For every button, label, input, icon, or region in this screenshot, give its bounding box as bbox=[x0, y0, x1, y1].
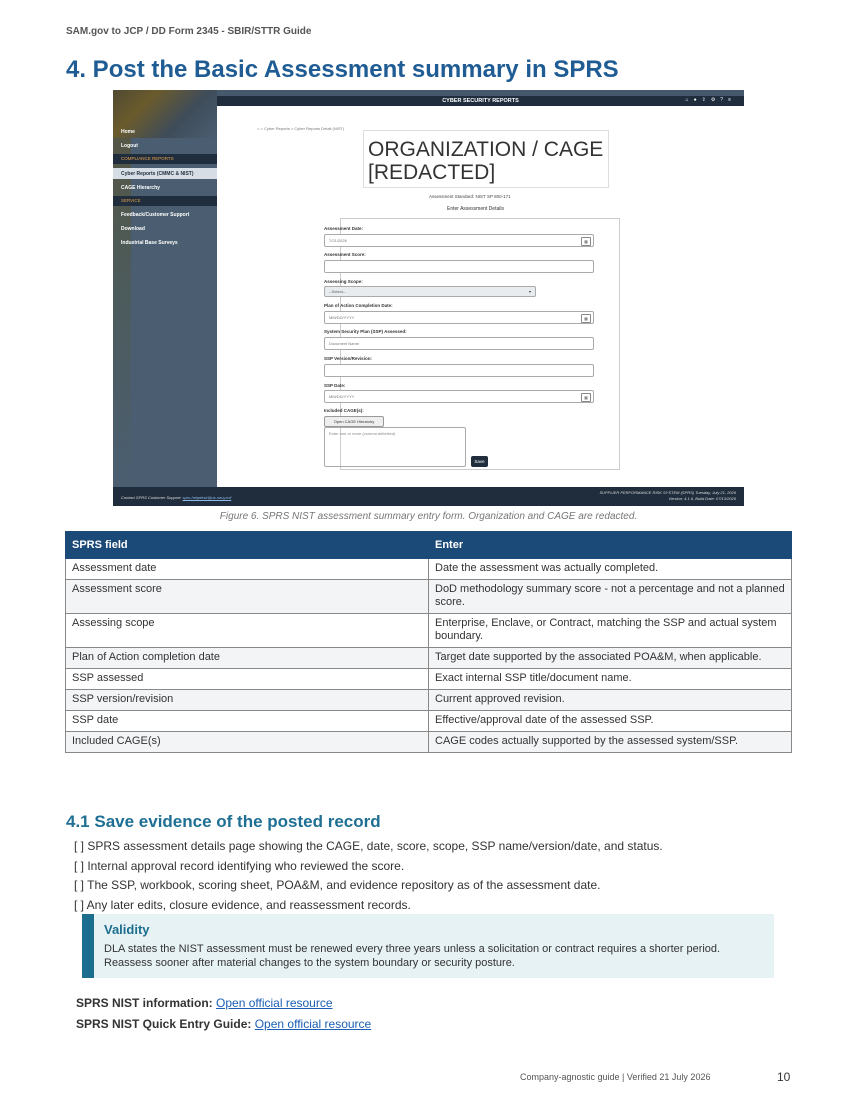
assessment-score-field[interactable] bbox=[324, 260, 594, 273]
subsection-title: 4.1 Save evidence of the posted record bbox=[66, 812, 381, 831]
resource-link[interactable]: Open official resource bbox=[254, 1017, 372, 1031]
sprs-footer bbox=[113, 487, 744, 506]
nav-cyber-reports[interactable] bbox=[113, 168, 217, 179]
table-row bbox=[66, 559, 792, 580]
open-cage-hierarchy-button[interactable]: Open CAGE Hierarchy bbox=[324, 416, 384, 427]
redaction-box: ORGANIZATION / CAGE [REDACTED] bbox=[363, 130, 609, 188]
field-cell: SSP date bbox=[66, 711, 429, 732]
field-cell: Assessment score bbox=[66, 580, 429, 614]
calendar-icon[interactable]: ▦ bbox=[581, 237, 591, 246]
nav-logout[interactable]: Logout bbox=[121, 143, 138, 149]
section-title: 4. Post the Basic Assessment summary in SPRS bbox=[66, 56, 619, 83]
poa-date-field[interactable] bbox=[324, 311, 594, 324]
system-date: SUPPLIER PERFORMANCE RISK SYSTEM (SPRS) Tuesday, July 21, 2026 bbox=[599, 490, 736, 495]
page-footer: Company-agnostic guide | Verified 21 July 2026 bbox=[520, 1072, 711, 1082]
validity-callout bbox=[82, 914, 774, 978]
table-row bbox=[66, 690, 792, 711]
resource-sprs-nist-info bbox=[76, 996, 333, 1010]
checklist-item: [ ] Internal approval record identifying who reviewed the score. bbox=[74, 858, 405, 873]
enter-cell: DoD methodology summary score - not a percentage and not a planned score. bbox=[429, 580, 792, 614]
nav-item-label: Cyber Reports (CMMC & NIST) bbox=[121, 171, 194, 177]
enter-cell: Effective/approval date of the assessed SSP. bbox=[429, 711, 792, 732]
resource-label: SPRS NIST Quick Entry Guide: bbox=[76, 1017, 252, 1031]
sprs-topbar bbox=[217, 96, 744, 106]
field-placeholder: MM/DD/YYYY bbox=[329, 315, 355, 320]
nav-download[interactable]: Download bbox=[121, 226, 145, 232]
nav-home[interactable]: Home bbox=[121, 129, 135, 135]
running-header: SAM.gov to JCP / DD Form 2345 - SBIR/STTR Guide bbox=[66, 26, 312, 37]
assessment-date-field[interactable] bbox=[324, 234, 594, 247]
field-cell: SSP assessed bbox=[66, 669, 429, 690]
resource-quick-entry-guide bbox=[76, 1017, 371, 1031]
resource-label: SPRS NIST information: bbox=[76, 996, 213, 1010]
included-cage-label: Included CAGE(s): bbox=[324, 408, 364, 413]
poa-date-label: Plan of Action Completion Date: bbox=[324, 303, 393, 308]
support-email-link[interactable]: sprs-helpdesk@us.navy.mil bbox=[182, 495, 232, 500]
sprs-main bbox=[217, 106, 744, 487]
table-row bbox=[66, 669, 792, 690]
page-number: 10 bbox=[777, 1070, 791, 1084]
user-icon[interactable]: ● bbox=[693, 97, 702, 103]
table-header-row bbox=[66, 532, 792, 559]
ssp-date-label: SSP Date: bbox=[324, 383, 346, 388]
table-row bbox=[66, 648, 792, 669]
ssp-date-field[interactable] bbox=[324, 390, 594, 403]
calendar-icon[interactable]: ▦ bbox=[581, 393, 591, 402]
assessment-date-label: Assessment Date: bbox=[324, 226, 364, 231]
breadcrumb[interactable]: ⌂ > Cyber Reports > Cyber Reports Detail (NIST) bbox=[257, 126, 345, 131]
field-cell: Included CAGE(s) bbox=[66, 732, 429, 753]
sprs-screenshot bbox=[113, 90, 744, 506]
save-button[interactable]: Save bbox=[471, 456, 488, 467]
chevron-down-icon: ▾ bbox=[528, 289, 531, 294]
ssp-version-field[interactable] bbox=[324, 364, 594, 377]
table-row bbox=[66, 614, 792, 648]
figure-caption: Figure 6. SPRS NIST assessment summary entry form. Organization and CAGE are redacted. bbox=[219, 511, 638, 522]
field-value: 7/21/2026 bbox=[329, 238, 347, 243]
select-value: --Select-- bbox=[329, 289, 346, 294]
home-icon[interactable]: ⌂ bbox=[685, 97, 694, 103]
field-placeholder: Document Name bbox=[329, 341, 360, 346]
nav-industrial-surveys[interactable]: Industrial Base Surveys bbox=[121, 240, 178, 246]
help-icon[interactable]: ? bbox=[720, 97, 729, 103]
column-header: Enter bbox=[429, 532, 792, 559]
calendar-icon[interactable]: ▦ bbox=[581, 314, 591, 323]
table-row bbox=[66, 580, 792, 614]
nav-category-compliance bbox=[113, 154, 217, 164]
included-cage-textarea[interactable] bbox=[324, 427, 466, 467]
assessment-score-label: Assessment Score: bbox=[324, 252, 366, 257]
callout-body: DLA states the NIST assessment must be renewed every three years unless a solicitation or contract requires a shorter period. Reassess sooner after material changes to the system boundary or security posture. bbox=[104, 943, 721, 969]
callout-title: Validity bbox=[104, 922, 150, 937]
enter-cell: CAGE codes actually supported by the assessed system/SSP. bbox=[429, 732, 792, 753]
ssp-version-label: SSP Version/Revision: bbox=[324, 356, 372, 361]
checklist-item: [ ] The SSP, workbook, scoring sheet, POA&M, and evidence repository as of the assessment date. bbox=[74, 878, 601, 892]
menu-icon[interactable]: ≡ bbox=[728, 97, 736, 103]
system-info bbox=[599, 490, 736, 502]
evidence-checklist bbox=[74, 839, 663, 917]
nav-feedback[interactable]: Feedback/Customer Support bbox=[121, 212, 190, 218]
field-placeholder: MM/DD/YYYY bbox=[329, 394, 355, 399]
table-row bbox=[66, 711, 792, 732]
app-title: CYBER SECURITY REPORTS bbox=[442, 97, 519, 104]
assessing-scope-label: Assessing Scope: bbox=[324, 279, 363, 284]
nav-category-service bbox=[113, 196, 217, 206]
sprs-field-table bbox=[65, 531, 792, 753]
resource-link[interactable]: Open official resource bbox=[216, 996, 333, 1010]
assessing-scope-select[interactable] bbox=[324, 286, 536, 297]
textarea-placeholder: Enter one or more (comma delimited) bbox=[329, 431, 396, 436]
ssp-assessed-field[interactable] bbox=[324, 337, 594, 350]
enter-cell: Date the assessment was actually completed. bbox=[429, 559, 792, 580]
field-cell: Plan of Action completion date bbox=[66, 648, 429, 669]
field-cell: Assessing scope bbox=[66, 614, 429, 648]
field-cell: Assessment date bbox=[66, 559, 429, 580]
nav-cage-hierarchy[interactable]: CAGE Hierarchy bbox=[121, 185, 160, 191]
version-info: Version: 4.1.6, Build Date: 07/13/2026 bbox=[668, 496, 736, 501]
enter-cell: Exact internal SSP title/document name. bbox=[429, 669, 792, 690]
enter-cell: Target date supported by the associated POA&M, when applicable. bbox=[429, 648, 792, 669]
sprs-sidebar bbox=[113, 90, 217, 487]
column-header: SPRS field bbox=[66, 532, 429, 559]
ssp-assessed-label: System Security Plan (SSP) Assessed: bbox=[324, 329, 407, 334]
topbar-icons[interactable] bbox=[686, 97, 736, 103]
upload-icon[interactable]: ⇪ bbox=[701, 97, 711, 103]
checklist-item: [ ] SPRS assessment details page showing the CAGE, date, score, scope, SSP name/version/date, and status. bbox=[74, 839, 663, 853]
form-heading: Enter Assessment Details bbox=[447, 206, 504, 212]
enter-cell: Enterprise, Enclave, or Contract, matching the SSP and actual system boundary. bbox=[429, 614, 792, 648]
field-cell: SSP version/revision bbox=[66, 690, 429, 711]
checklist-item: [ ] Any later edits, closure evidence, and reassessment records. bbox=[74, 897, 411, 912]
nav-category-label: COMPLIANCE REPORTS bbox=[121, 156, 174, 161]
table-row bbox=[66, 732, 792, 753]
settings-icon[interactable]: ⚙ bbox=[710, 97, 721, 103]
nav-category-label: SERVICE bbox=[121, 198, 141, 203]
support-contact bbox=[121, 495, 231, 500]
support-label: Contact SPRS Customer Support: bbox=[121, 495, 183, 500]
assessment-standard: Assessment Standard: NIST SP 800-171 bbox=[429, 194, 511, 199]
enter-cell: Current approved revision. bbox=[429, 690, 792, 711]
